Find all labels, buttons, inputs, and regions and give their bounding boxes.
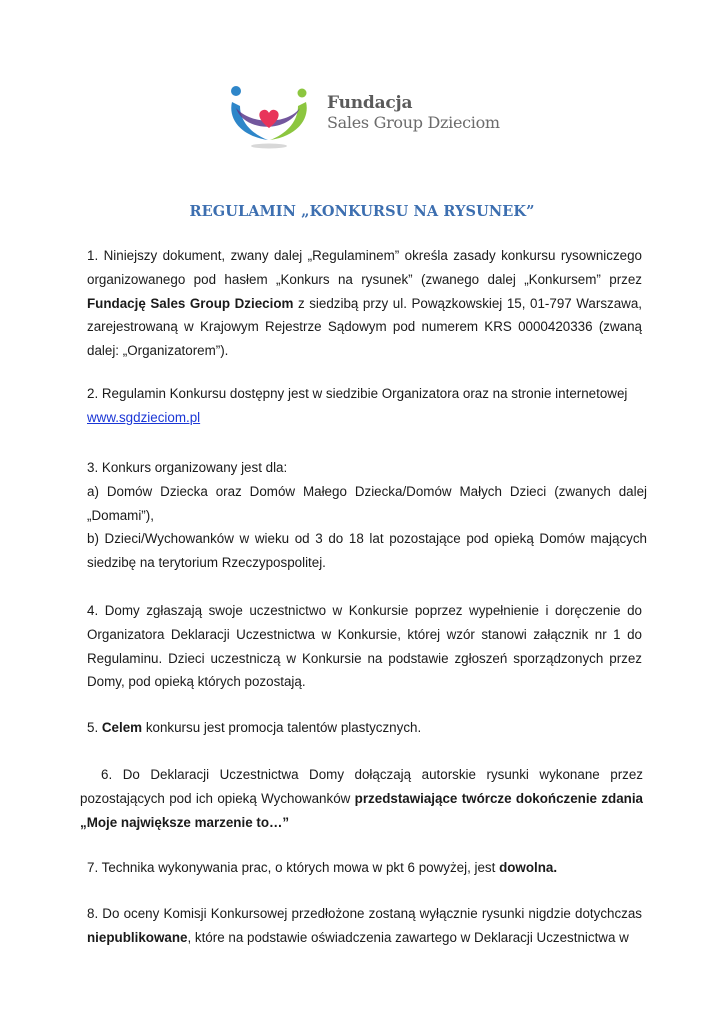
- logo-head-blue: [231, 86, 241, 96]
- paragraph-6-text: 6. Do Deklaracji Uczestnictwa Domy dołączają autorskie rysunki wykonane przez pozostających pod ich opieką Wychowanków: [80, 767, 643, 806]
- paragraph-4: 4. Domy zgłaszają swoje uczestnictwo w Konkursie poprzez wypełnienie i doręczenie do Organizatora Deklaracji Uczestnictwa w Konkursie, której wzór stanowi załącznik nr 1 do Regulaminu. Dzieci uczestniczą w Konkursie na podstawie zgłoszeń sporządzonych przez Domy, pod opieką których pozostają.: [87, 603, 642, 690]
- paragraph-6-bold: przedstawiające twórcze dokończenie zdania „Moje największe marzenie to…”: [80, 790, 644, 830]
- logo-name-line1: Fundacja: [327, 93, 413, 113]
- paragraph-6: [80, 763, 643, 834]
- paragraph-5-text: konkursu jest promocja talentów plastycznych.: [142, 720, 422, 735]
- foundation-logo: [226, 84, 506, 152]
- paragraph-1-text-end: z siedzibą przy ul. Powązkowskiej 15, 01-797 Warszawa, zarejestrowaną w Krajowym Rejestrze Sądowym pod numerem KRS 0000420336 (zwaną dalej: „Organizatorem”).: [87, 295, 643, 359]
- paragraph-8-text-end: , które na podstawie oświadczenia zawartego w Deklaracji Uczestnictwa w: [187, 929, 629, 945]
- paragraph-7-text: 7. Technika wykonywania prac, o których mowa w pkt 6 powyżej, jest: [87, 860, 500, 875]
- paragraph-1-text: 1. Niniejszy dokument, zwany dalej „Regulaminem” określa zasady konkursu rysowniczego organizowanego pod hasłem „Konkurs na rysunek” (zwanego dalej „Konkursem” przez: [87, 248, 642, 287]
- foundation-logo-icon: [226, 84, 312, 152]
- paragraph-2: [87, 382, 647, 430]
- paragraph-8-text: 8. Do oceny Komisji Konkursowej przedłożone zostaną wyłącznie rysunki nigdzie dotychczas: [87, 906, 642, 921]
- paragraph-8: [87, 902, 642, 950]
- website-link[interactable]: www.sgdzieciom.pl: [87, 409, 201, 425]
- paragraph-5: [87, 716, 642, 740]
- document-title: REGULAMIN „KONKURSU NA RYSUNEK”: [189, 203, 535, 220]
- foundation-name: Fundację Sales Group Dzieciom: [87, 295, 294, 311]
- paragraph-2-text: 2. Regulamin Konkursu dostępny jest w siedzibie Organizatora oraz na stronie internetowej: [87, 386, 628, 401]
- paragraph-7-bold: dowolna.: [499, 860, 558, 875]
- paragraph-5-bold: Celem: [101, 720, 143, 735]
- paragraph-7: [87, 856, 647, 880]
- logo-name-line2: Sales Group Dzieciom: [327, 113, 500, 132]
- logo-head-green: [298, 89, 307, 98]
- paragraph-8-bold: niepublikowane: [87, 929, 188, 945]
- logo-text: [327, 94, 500, 133]
- logo-shadow: [251, 144, 287, 149]
- paragraph-5-number: 5.: [87, 720, 102, 735]
- paragraph-1: [87, 244, 642, 363]
- paragraph-3-intro: 3. Konkurs organizowany jest dla:: [87, 460, 288, 475]
- paragraph-3-item-a: a) Domów Dziecka oraz Domów Małego Dziecka/Domów Małych Dzieci (zwanych dalej „Domami”),: [87, 484, 647, 523]
- paragraph-3-item-b: b) Dzieci/Wychowanków w wieku od 3 do 18 lat pozostające pod opieką Domów mających siedzibę na terytorium Rzeczypospolitej.: [87, 531, 647, 570]
